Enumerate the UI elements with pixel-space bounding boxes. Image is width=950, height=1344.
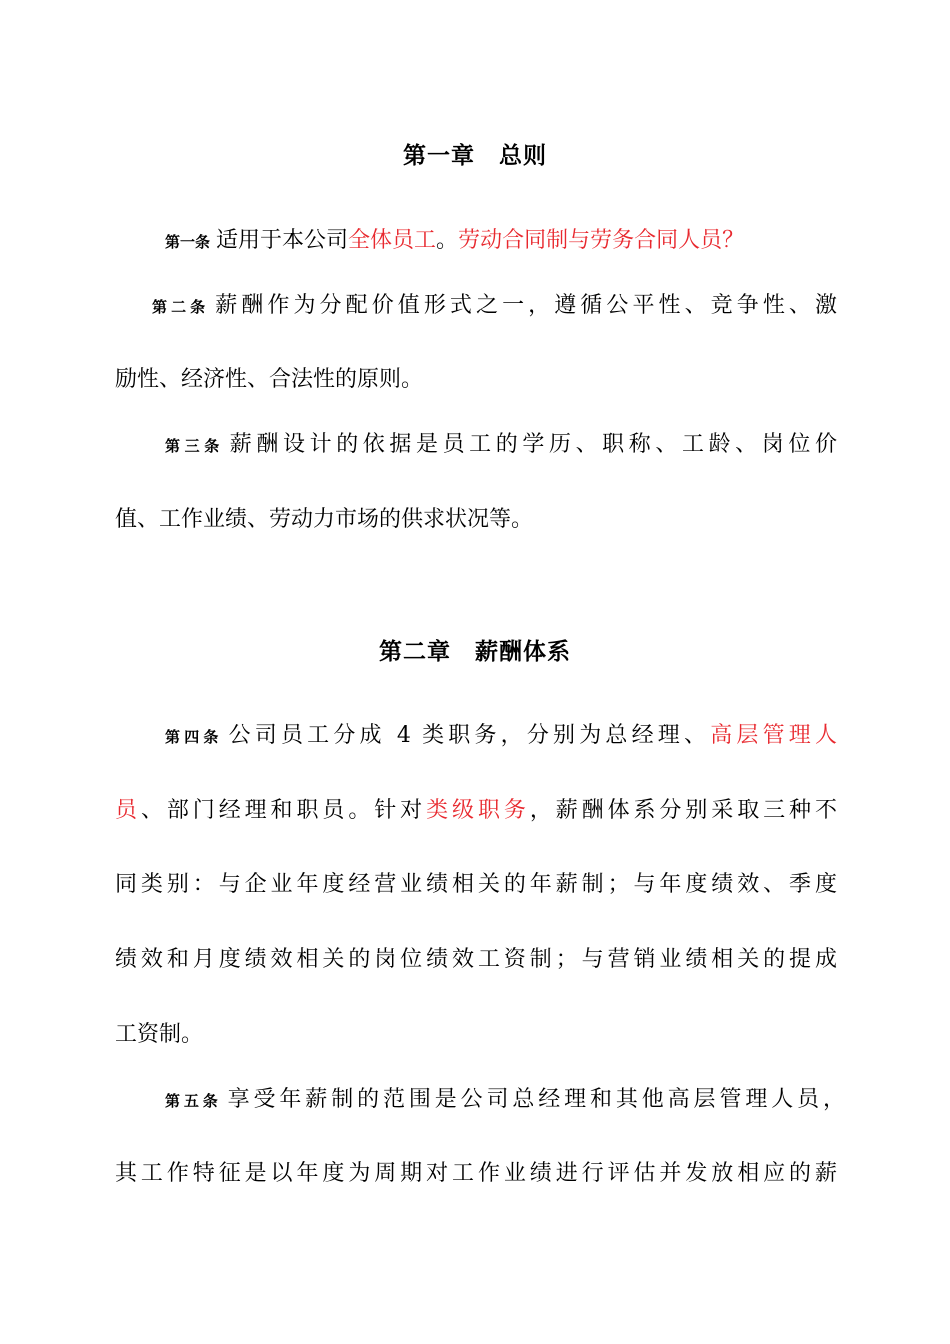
- article-label: 第二条: [152, 298, 210, 316]
- article-5-line-2: [115, 1159, 837, 1189]
- text-segment: 享受年薪制的范围是公司总经理和其他高层管理人员，: [227, 1087, 845, 1112]
- text-segment: ，薪酬体系分别采取三种不: [529, 798, 837, 823]
- article-label: 第五条: [165, 1092, 222, 1110]
- text-segment: 绩效和月度绩效相关的岗位绩效工资制；与营销业绩相关的提成: [115, 947, 837, 972]
- article-4-line-1: [165, 721, 837, 752]
- text-segment: 、部门经理和职员。针对: [140, 798, 427, 823]
- article-1-line-1: [165, 226, 845, 257]
- highlighted-text: 高层管理人: [710, 723, 837, 748]
- article-4-line-4: [115, 945, 837, 975]
- chapter-title: 第一章 总则: [403, 143, 547, 169]
- text-segment: 公司员工分成 4 类职务，分别为总经理、: [228, 723, 711, 748]
- text-segment: 。: [436, 228, 459, 253]
- article-label: 第一条: [165, 233, 211, 251]
- article-3-line-2: [115, 505, 837, 535]
- article-5-line-1: [165, 1085, 845, 1116]
- article-4-line-2: [115, 796, 837, 826]
- chapter-title: 第二章 薪酬体系: [379, 639, 571, 665]
- article-4-line-3: [115, 870, 837, 900]
- text-segment: 工资制。: [115, 1022, 204, 1047]
- article-label: 第四条: [165, 728, 223, 746]
- highlighted-text: 类级职务: [426, 798, 530, 823]
- text-segment: 同类别：与企业年度经营业绩相关的年薪制；与年度绩效、季度: [115, 872, 837, 897]
- text-segment: 励性、经济性、合法性的原则。: [115, 367, 424, 392]
- text-segment: 适用于本公司: [216, 228, 349, 253]
- highlighted-text: 全体员工: [348, 228, 437, 253]
- text-segment: 值、工作业绩、劳动力市场的供求状况等。: [115, 507, 534, 532]
- article-label: 第三条: [165, 437, 224, 455]
- article-3-line-1: [165, 430, 837, 461]
- text-segment: 薪酬设计的依据是员工的学历、职称、工龄、岗位价: [229, 432, 837, 457]
- text-segment: 薪酬作为分配价值形式之一，遵循公平性、竞争性、激: [215, 293, 837, 318]
- text-segment: 其工作特征是以年度为周期对工作业绩进行评估并发放相应的薪: [115, 1161, 837, 1186]
- highlighted-text: 劳动合同制与劳务合同人员？: [458, 228, 745, 253]
- article-2-line-1: [152, 291, 837, 322]
- article-2-line-2: [115, 365, 837, 395]
- highlighted-text: 员: [115, 798, 141, 823]
- article-4-line-5: [115, 1020, 837, 1050]
